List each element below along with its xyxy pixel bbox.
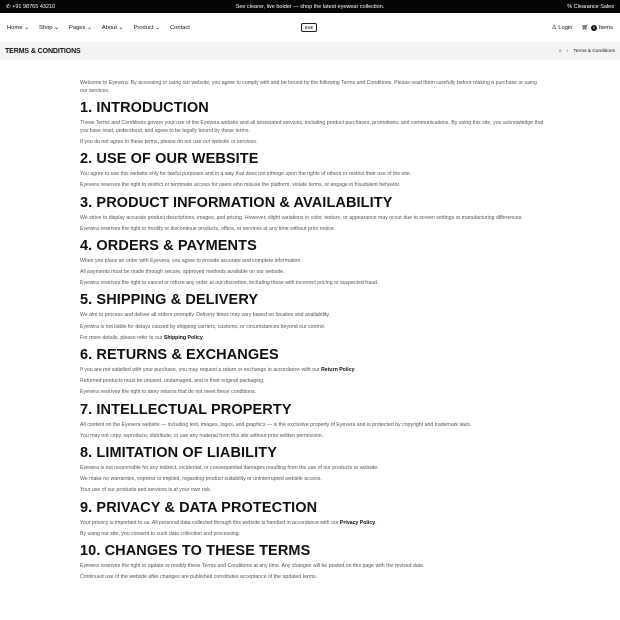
section-heading: 9. PRIVACY & DATA PROTECTION: [80, 499, 318, 516]
nav-about[interactable]: About ⌄: [101, 24, 124, 31]
home-icon[interactable]: ⌂: [558, 48, 562, 54]
section-heading: 5. SHIPPING & DELIVERY: [80, 292, 259, 309]
user-icon: ♙: [551, 24, 557, 31]
section-heading: 7. INTELLECTUAL PROPERTY: [80, 401, 292, 418]
section-heading: 3. PRODUCT INFORMATION & AVAILABILITY: [80, 194, 393, 211]
intro-text: Welcome to Eyevera. By accessing or using our website, you agree to comply with and be bound by the following Terms and Conditions. Please read them carefully before making a purchase or using our services.: [80, 80, 537, 94]
section-heading: 1. INTRODUCTION: [80, 99, 209, 116]
section-paragraph: When you place an order with Eyevera, you agree to provide accurate and complete information.: [80, 257, 302, 264]
page-title: TERMS & CONDITIONS: [5, 47, 81, 55]
section-paragraph: We strive to display accurate product descriptions, images, and pricing. However, slight variations in color, texture, or appearance may occur due to screen settings or manufacturing differences.: [80, 214, 523, 221]
policy-link[interactable]: Privacy Policy: [339, 519, 376, 526]
section-paragraph: Your use of our products and services is at your own risk.: [80, 487, 212, 494]
chevron-right-icon: ›: [566, 48, 569, 54]
paragraph-text: For more details, please refer to our: [80, 334, 164, 341]
section-paragraph: Eyevera is not responsible for any indirect, incidental, or consequential damages resulting from the use of our products or website.: [80, 464, 379, 471]
page-title-bar: [0, 42, 620, 60]
paragraph-text: .: [354, 367, 356, 374]
section-paragraph: Eyevera reserves the right to cancel or refuse any order at our discretion, including those with incorrect pricing or suspected fraud.: [80, 280, 379, 287]
promo-text: See clearer, live bolder — shop the latest eyewear collection.: [235, 3, 385, 10]
paragraph-text: .: [375, 519, 377, 526]
section-heading: 6. RETURNS & EXCHANGES: [80, 347, 279, 364]
site-logo[interactable]: EYE: [301, 23, 317, 32]
cart-button[interactable]: 🛒︎ 0 Items: [581, 24, 613, 31]
section-paragraph: You agree to use this website only for lawful purposes and in a way that does not infringe upon the rights of others or restrict their use of the site.: [80, 171, 412, 178]
phone-icon: ✆: [6, 3, 13, 10]
section-paragraph: We aim to process and deliver all orders promptly. Delivery times may vary based on location and availability.: [80, 312, 330, 319]
announcement-bar: [0, 0, 620, 13]
nav-pages[interactable]: Pages ⌄: [68, 24, 92, 31]
section-paragraph: Eyevera reserves the right to deny returns that do not meet these conditions.: [80, 389, 256, 396]
breadcrumb-current: Terms & Conditions: [573, 48, 615, 54]
section-paragraph: [80, 520, 545, 528]
paragraph-text: If you are not satisfied with your purchase, you may request a return or exchange in accordance with our: [80, 367, 322, 374]
section-paragraph: Returned products must be unused, undamaged, and in their original packaging.: [80, 378, 265, 385]
section-paragraph: We make no warranties, express or implied, regarding product suitability or uninterrupted website access.: [80, 476, 322, 483]
cart-count: 0: [592, 24, 595, 30]
section-paragraph: Eyevera reserves the right to update or modify these Terms and Conditions at any time. Any changes will be posted on this page with the revised date.: [80, 562, 425, 569]
section-paragraph: You may not copy, reproduce, distribute, or use any material from this site without prior written permission.: [80, 432, 324, 439]
section-paragraph: Eyevera reserves the right to restrict or terminate access for users who misuse the platform, violate terms, or engage in fraudulent behavior.: [80, 182, 401, 189]
section-paragraph: By using our site, you consent to such data collection and processing.: [80, 530, 241, 537]
section-paragraph: All payments must be made through secure, approved methods available on our website.: [80, 269, 285, 276]
main-nav: [0, 13, 620, 42]
phone-number[interactable]: ✆ +91 98765 43210: [6, 3, 56, 10]
paragraph-text: Your privacy is important to us. All personal data collected through this website is handled in accordance with our: [80, 519, 340, 526]
login-button[interactable]: ♙ Login: [551, 24, 573, 31]
section-paragraph: Eyevera reserves the right to modify or discontinue products, offers, or services at any time without prior notice.: [80, 225, 336, 232]
nav-shop[interactable]: Shop ⌄: [38, 24, 59, 31]
terms-content: [0, 60, 545, 582]
nav-contact[interactable]: Contact: [169, 24, 190, 31]
clearance-sales-link[interactable]: % Clearance Sales: [567, 3, 614, 10]
section-heading: 2. USE OF OUR WEBSITE: [80, 151, 259, 168]
policy-link[interactable]: Return Policy: [321, 367, 355, 374]
section-paragraph: Eyevera is not liable for delays caused by shipping carriers, customs, or circumstances beyond our control.: [80, 323, 326, 330]
policy-link[interactable]: Shipping Policy: [163, 334, 203, 341]
section-paragraph: Continued use of the website after changes are published constitutes acceptance of the updated terms.: [80, 574, 318, 581]
section-heading: 4. ORDERS & PAYMENTS: [80, 237, 257, 254]
section-paragraph: [80, 367, 545, 375]
section-paragraph: [80, 335, 545, 343]
section-paragraph: These Terms and Conditions govern your use of the Eyevera website and all associated services, including product purchases, promotions, and communications. By using this site, you acknowledge that you have read, understood, and agree to be legally bound by these terms.: [80, 119, 544, 134]
paragraph-text: .: [202, 334, 205, 341]
section-heading: 8. LIMITATION OF LIABILITY: [80, 444, 277, 461]
section-paragraph: If you do not agree to these terms, please do not use our website or services.: [80, 138, 258, 145]
nav-product[interactable]: Product ⌄: [133, 24, 160, 31]
breadcrumb: [559, 49, 615, 54]
section-paragraph: All content on the Eyevera website — including text, images, logos, and graphics — is the exclusive property of Eyevera and is protected by copyright and trademark laws.: [80, 421, 472, 428]
nav-home[interactable]: Home ⌄: [7, 24, 29, 31]
section-heading: 10. CHANGES TO THESE TERMS: [80, 542, 311, 559]
cart-icon: 🛒︎: [581, 24, 589, 31]
